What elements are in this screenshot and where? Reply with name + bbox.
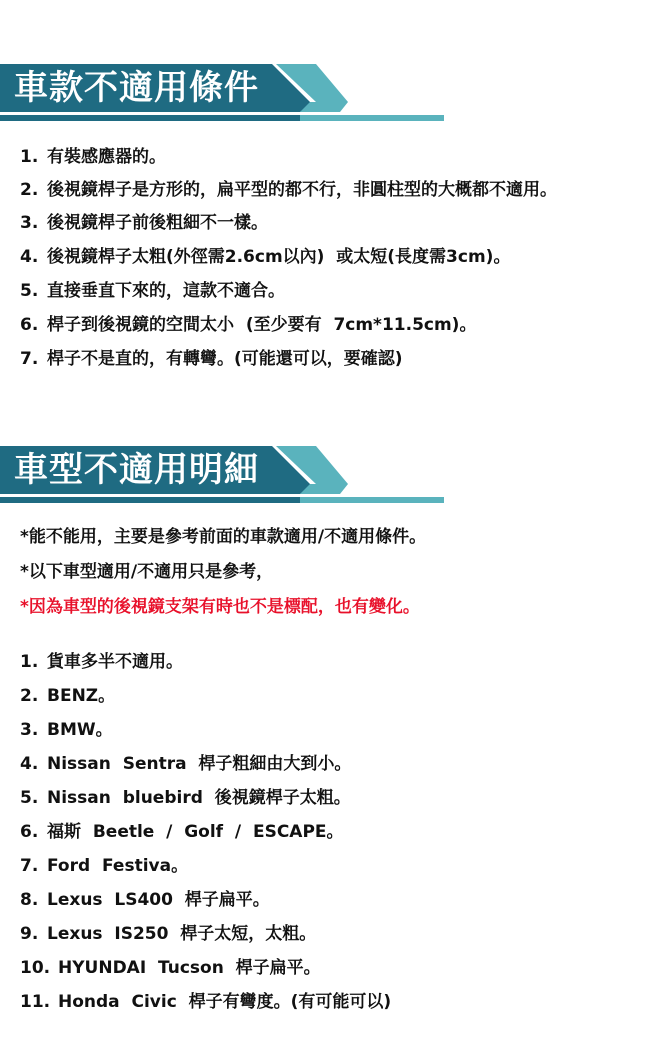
list-item: 7. Ford Festiva。 — [20, 856, 189, 876]
list-item: 11. Honda Civic 桿子有彎度。(有可能可以) — [20, 992, 392, 1012]
list-item: 6. 福斯 Beetle / Golf / ESCAPE。 — [20, 822, 344, 842]
list-item: 1. 有裝感應器的。 — [20, 147, 166, 167]
list-item: 6. 桿子到後視鏡的空間太小 (至少要有 7cm*11.5cm)。 — [20, 315, 477, 335]
models-list — [20, 645, 640, 1019]
section-banner-models — [0, 442, 448, 504]
list-item: 3. BMW。 — [20, 720, 113, 740]
list-item: 2. 後視鏡桿子是方形的，扁平型的都不行，非圓柱型的大概都不適用。 — [20, 180, 557, 200]
section-title: 車型不適用明細 — [14, 450, 259, 490]
list-item: 5. Nissan bluebird 後視鏡桿子太粗。 — [20, 788, 351, 808]
list-item: 1. 貨車多半不適用。 — [20, 652, 183, 672]
list-item: 4. 後視鏡桿子太粗(外徑需2.6cm以內) 或太短(長度需3cm)。 — [20, 247, 511, 267]
section-banner-conditions — [0, 60, 448, 122]
conditions-list — [20, 140, 640, 376]
list-item: 7. 桿子不是直的，有轉彎。(可能還可以，要確認) — [20, 349, 403, 369]
list-item: 3. 後視鏡桿子前後粗細不一樣。 — [20, 213, 268, 233]
list-item: 5. 直接垂直下來的，這款不適合。 — [20, 281, 285, 301]
list-item: 9. Lexus IS250 桿子太短，太粗。 — [20, 924, 317, 944]
list-item: 10. HYUNDAI Tucson 桿子扁平。 — [20, 958, 321, 978]
list-item: 2. BENZ。 — [20, 686, 116, 706]
list-item: 4. Nissan Sentra 桿子粗細由大到小。 — [20, 754, 352, 774]
note-line-warning: *因為車型的後視鏡支架有時也不是標配，也有變化。 — [20, 597, 420, 617]
notes-block — [20, 520, 640, 625]
note-line: *能不能用，主要是參考前面的車款適用/不適用條件。 — [20, 527, 427, 547]
section-title: 車款不適用條件 — [14, 68, 259, 108]
note-line: *以下車型適用/不適用只是參考， — [20, 562, 274, 582]
list-item: 8. Lexus LS400 桿子扁平。 — [20, 890, 270, 910]
